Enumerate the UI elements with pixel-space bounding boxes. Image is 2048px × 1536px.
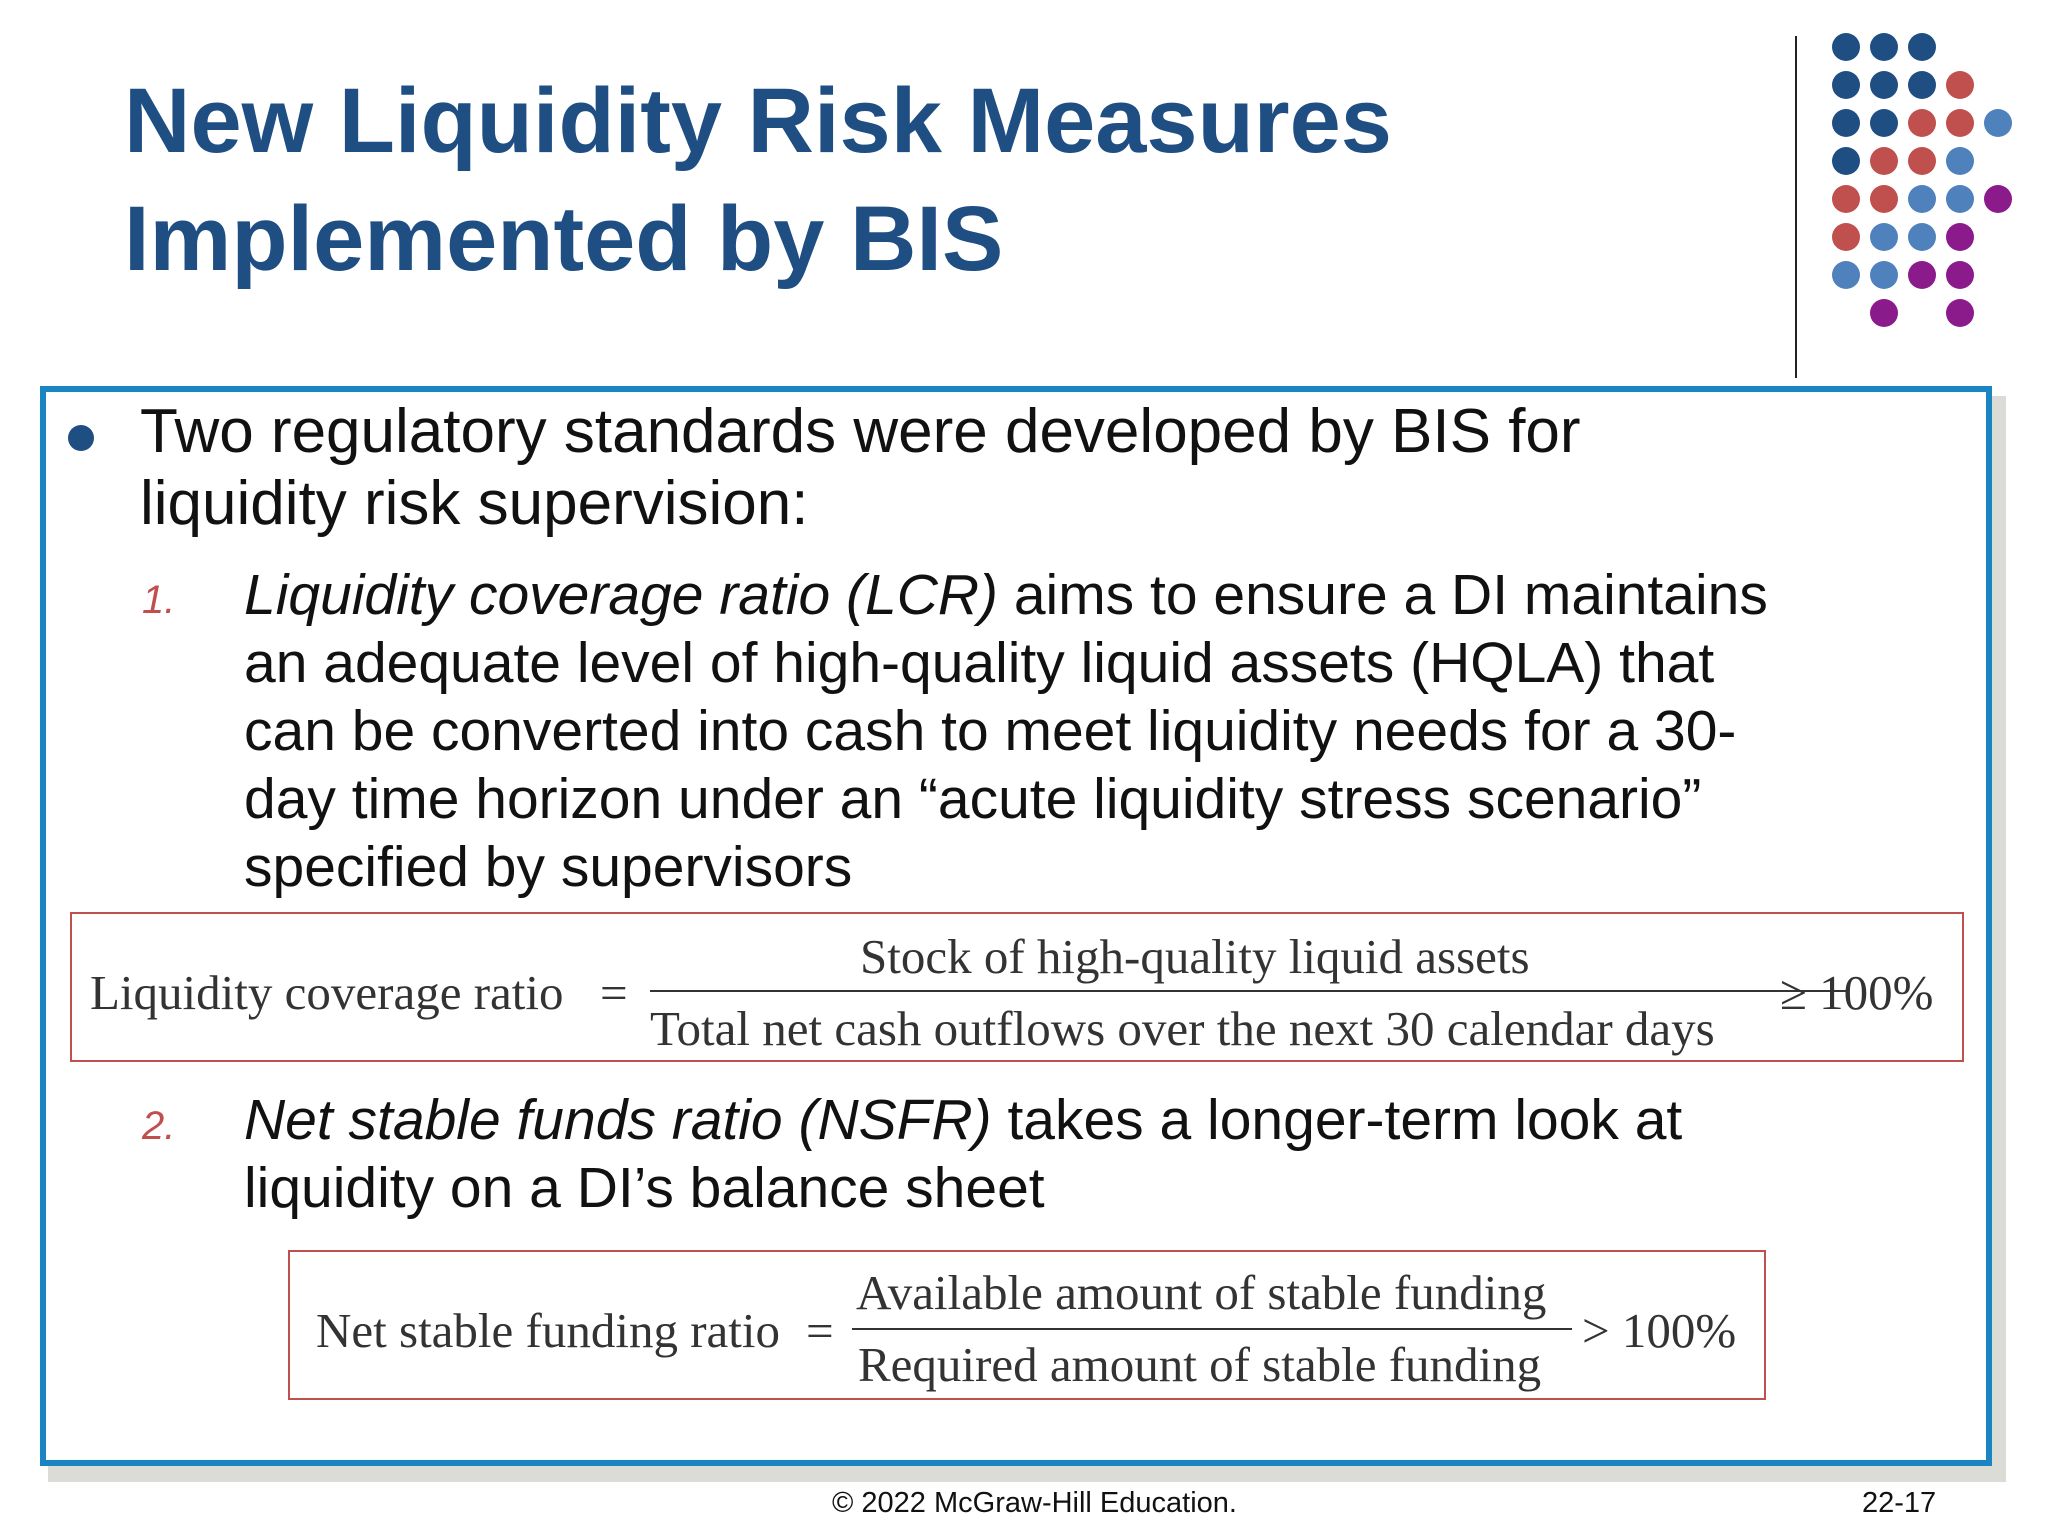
lcr-formula-label: Liquidity coverage ratio xyxy=(90,965,564,1020)
lcr-formula-equals: = xyxy=(600,965,628,1020)
lcr-formula-box xyxy=(70,912,1964,1062)
decorative-dot xyxy=(1908,223,1936,251)
decorative-dot xyxy=(1832,71,1860,99)
decorative-dot xyxy=(1870,71,1898,99)
decorative-dot xyxy=(1946,299,1974,327)
item-1-line-1-rest: aims to ensure a DI maintains xyxy=(998,563,1768,627)
bullet-text-line-1: Two regulatory standards were developed by BIS for xyxy=(140,397,1581,466)
decorative-dot xyxy=(1946,71,1974,99)
decorative-dot xyxy=(1946,185,1974,213)
nsfr-formula-threshold: > 100% xyxy=(1582,1303,1737,1358)
decorative-dot xyxy=(1832,147,1860,175)
decorative-dot xyxy=(1832,33,1860,61)
slide-title-line-2: Implemented by BIS xyxy=(124,188,1004,290)
decorative-dot xyxy=(1984,109,2012,137)
decorative-dot xyxy=(1946,261,1974,289)
lcr-formula-denominator: Total net cash outflows over the next 30 calendar days xyxy=(650,1001,1715,1056)
decorative-dot xyxy=(1832,109,1860,137)
slide-title-line-1: New Liquidity Risk Measures xyxy=(124,70,1392,172)
decorative-dot xyxy=(1908,71,1936,99)
item-1-line-1 xyxy=(244,561,1984,629)
nsfr-formula-box xyxy=(288,1250,1766,1400)
item-number-2: 2. xyxy=(142,1104,176,1148)
item-1-line-4: day time horizon under an “acute liquidity stress scenario” xyxy=(244,767,1702,831)
bullet-icon xyxy=(68,425,94,451)
decorative-dot xyxy=(1870,33,1898,61)
bullet-text-line-2: liquidity risk supervision: xyxy=(140,469,809,538)
bullet-text xyxy=(140,396,1960,540)
decorative-divider-line xyxy=(1795,36,1797,378)
nsfr-formula-equals: = xyxy=(806,1303,834,1358)
item-1-line-3: can be converted into cash to meet liquidity needs for a 30- xyxy=(244,699,1737,763)
decorative-dot xyxy=(1946,109,1974,137)
lcr-formula-numerator: Stock of high-quality liquid assets xyxy=(860,929,1530,984)
lcr-formula-threshold: ≥ 100% xyxy=(1780,965,1934,1020)
decorative-dot xyxy=(1832,185,1860,213)
item-2-line-2: liquidity on a DI’s balance sheet xyxy=(244,1156,1045,1220)
item-number-1: 1. xyxy=(142,578,176,622)
slide-title xyxy=(124,62,1392,298)
item-2-term: Net stable funds ratio (NSFR) xyxy=(244,1088,992,1152)
decorative-dot xyxy=(1832,223,1860,251)
item-1-term: Liquidity coverage ratio (LCR) xyxy=(244,563,998,627)
decorative-dot xyxy=(1870,223,1898,251)
decorative-dot xyxy=(1870,109,1898,137)
decorative-dot xyxy=(1908,185,1936,213)
decorative-dot xyxy=(1832,261,1860,289)
decorative-dot xyxy=(1908,147,1936,175)
decorative-dot xyxy=(1908,261,1936,289)
item-1-text xyxy=(244,561,1984,901)
nsfr-formula-label: Net stable funding ratio xyxy=(316,1303,781,1358)
nsfr-fraction-bar xyxy=(852,1328,1572,1330)
decorative-dot xyxy=(1946,147,1974,175)
item-2-line-1 xyxy=(244,1086,1984,1154)
item-1-line-2: an adequate level of high-quality liquid assets (HQLA) that xyxy=(244,631,1715,695)
item-2-line-1-rest: takes a longer-term look at xyxy=(991,1088,1683,1152)
decorative-dot xyxy=(1908,109,1936,137)
decorative-dot xyxy=(1870,299,1898,327)
footer-page-number: 22-17 xyxy=(1862,1487,1937,1519)
lcr-fraction-bar xyxy=(650,990,1846,992)
decorative-dot xyxy=(1870,185,1898,213)
decorative-dot xyxy=(1870,147,1898,175)
item-1-line-5: specified by supervisors xyxy=(244,835,853,899)
nsfr-formula-numerator: Available amount of stable funding xyxy=(856,1265,1547,1320)
decorative-dot xyxy=(1908,33,1936,61)
footer-copyright: © 2022 McGraw-Hill Education. xyxy=(832,1487,1237,1519)
decorative-dot xyxy=(1946,223,1974,251)
decorative-dot xyxy=(1984,185,2012,213)
nsfr-formula-denominator: Required amount of stable funding xyxy=(858,1337,1542,1392)
item-2-text xyxy=(244,1086,1984,1222)
decorative-dot xyxy=(1870,261,1898,289)
